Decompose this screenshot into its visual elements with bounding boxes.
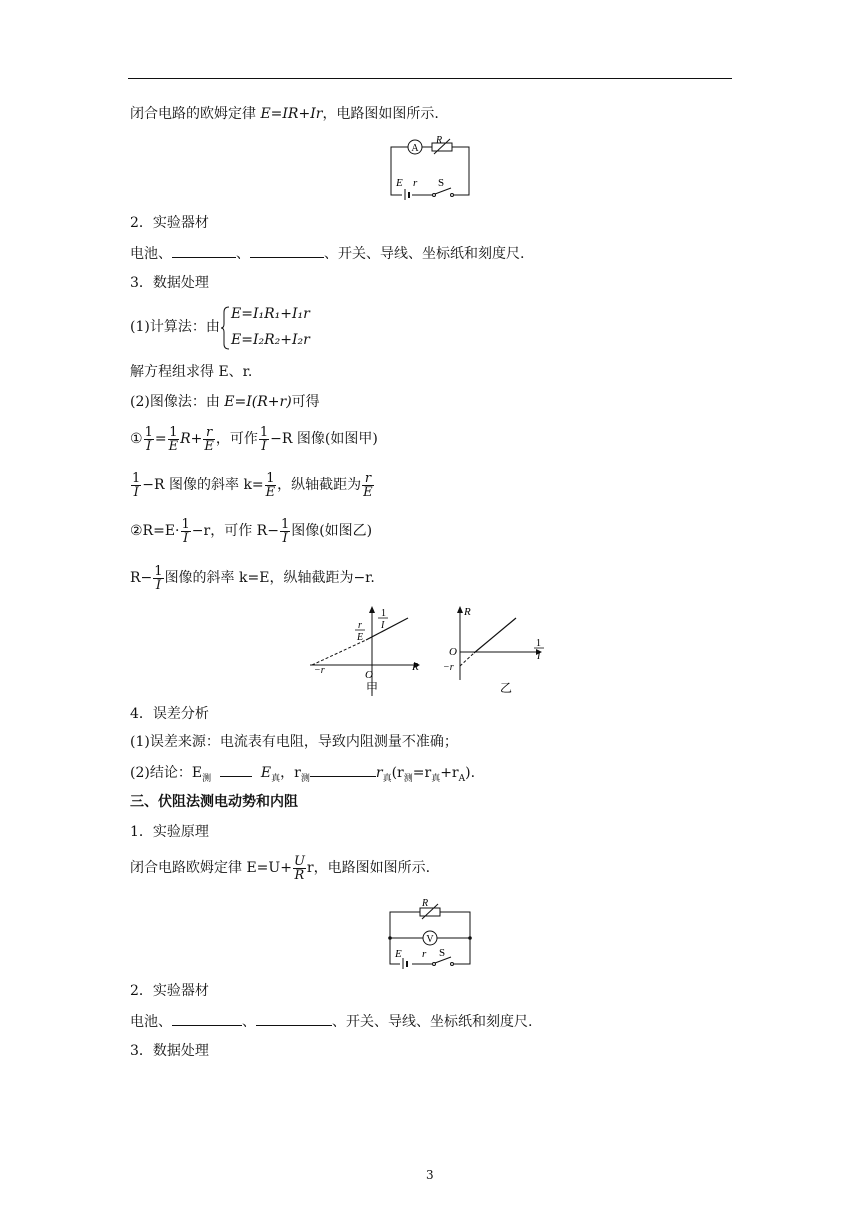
fraction: $\frac{1}{I}$ — [181, 516, 190, 546]
fill-blank[interactable] — [172, 1011, 242, 1026]
r-label: r — [422, 948, 427, 960]
fraction: $\frac{1}{I}$ — [259, 424, 269, 454]
fraction: $\frac{1}{I}$ — [154, 563, 163, 593]
text: =r — [412, 765, 432, 781]
emf-label: E — [396, 177, 403, 189]
formula: E=I(R+r) — [224, 394, 292, 410]
section-title-error: 4．误差分析 — [130, 706, 209, 722]
rheostat-label: R — [436, 135, 443, 146]
rheostat-label: R — [422, 898, 429, 909]
fill-blank[interactable] — [310, 762, 376, 777]
text: = — [154, 431, 167, 447]
paragraph-voltmeter-law — [130, 852, 430, 884]
y-axis-label: R — [464, 606, 471, 618]
text: −r，可作 R− — [191, 523, 279, 539]
fraction: $\frac{1}{I}$ — [280, 516, 290, 546]
text: 闭合电路欧姆定律 E=U+ — [130, 860, 292, 876]
solve-line: 解方程组求得 E、r. — [130, 364, 253, 380]
text: r，电路图如图所示. — [306, 860, 431, 876]
formula-line-4 — [130, 563, 375, 593]
caption-yi: 乙 — [500, 681, 513, 695]
page-number: 3 — [426, 1168, 434, 1182]
text: (2)图像法：由 — [130, 394, 225, 410]
graph-jia — [308, 600, 428, 700]
text: 、 — [236, 246, 250, 262]
extrapolation-dashed — [460, 653, 474, 666]
section-title-data: 3．数据处理 — [130, 275, 209, 291]
fill-blank[interactable] — [256, 1011, 332, 1026]
x-axis-label-den: I — [537, 651, 541, 662]
brace-icon — [220, 306, 230, 350]
formula-line-1 — [130, 424, 378, 454]
text: (2)结论：E — [130, 765, 203, 781]
x-axis-label: R — [412, 661, 419, 673]
intercept-num: r — [358, 620, 362, 631]
fill-blank[interactable] — [172, 243, 236, 258]
calc-eq2: E=I₂R₂+I₂r — [231, 332, 310, 348]
circled-1: ① — [130, 431, 143, 447]
caption-jia: 甲 — [366, 681, 379, 695]
section-title-equipment: 2．实验器材 — [130, 215, 209, 231]
fill-blank[interactable] — [250, 243, 324, 258]
neg-r-label: −r — [314, 665, 325, 676]
text: 可得 — [291, 394, 320, 410]
text: ，r — [280, 765, 301, 781]
error-conclusion: (2)结论：$E_测$ $E_真$，$r_测$ $r_真(r_测=r_真+r_A)$. — [130, 762, 475, 789]
switch-label: S — [438, 177, 445, 189]
text: 电池、 — [130, 246, 172, 262]
fraction: $\frac{r}{E}$ — [204, 424, 214, 454]
voltmeter-label: V — [426, 934, 434, 945]
text: −R 图像(如图甲) — [270, 431, 378, 447]
fraction: $\frac{1}{E}$ — [265, 470, 276, 500]
section-heading-3: 三、伏阻法测电动势和内阻 — [130, 794, 298, 810]
text: 闭合电路的欧姆定律 — [130, 106, 261, 122]
graph-method — [130, 392, 320, 412]
text: ，电路图如图所示. — [322, 106, 439, 122]
y-axis-label-den: I — [381, 620, 385, 631]
text: ). — [465, 765, 476, 781]
equipment-line — [130, 243, 524, 264]
formula-line-2 — [130, 470, 375, 500]
r-label: r — [413, 177, 418, 189]
text: 、开关、导线、坐标纸和刻度尺. — [324, 246, 525, 262]
text: ②R=E· — [130, 523, 180, 539]
fraction: $\frac{U}{R}$ — [293, 853, 305, 883]
text: 、 — [242, 1014, 256, 1030]
equipment-line-2 — [130, 1011, 532, 1032]
x-axis-label-num: 1 — [536, 638, 541, 649]
graph-yi — [440, 600, 552, 700]
section-title-equipment-2: 2．实验器材 — [130, 983, 209, 999]
text: 、开关、导线、坐标纸和刻度尺. — [332, 1014, 533, 1030]
text: R+ — [180, 431, 203, 447]
extrapolation-dashed — [312, 640, 366, 665]
paragraph-ohm-law — [130, 104, 439, 124]
fraction: $\frac{1}{I}$ — [132, 470, 141, 500]
text: R− — [130, 570, 153, 586]
text: 电池、 — [130, 1014, 172, 1030]
origin-label: O — [365, 669, 373, 681]
fill-blank[interactable] — [220, 762, 252, 777]
formula: E=IR+Ir — [260, 106, 323, 122]
text: (r — [391, 765, 404, 781]
circuit-diagram-ammeter — [388, 134, 474, 200]
ammeter-label: A — [411, 143, 419, 154]
neg-r-label: −r — [443, 662, 454, 673]
calc-eq1: E=I₁R₁+I₁r — [231, 306, 310, 322]
origin-label: O — [449, 646, 457, 658]
error-source: (1)误差来源：电流表有电阻，导致内阻测量不准确； — [130, 734, 458, 750]
fraction: $\frac{r}{E}$ — [363, 470, 373, 500]
text: r — [375, 765, 383, 781]
text: 图像(如图乙) — [291, 523, 373, 539]
emf-label: E — [395, 948, 402, 960]
text: ，可作 — [215, 431, 258, 447]
data-line — [474, 618, 516, 653]
calc-label: (1)计算法：由 — [130, 319, 220, 335]
text: +r — [440, 765, 459, 781]
formula-line-3 — [130, 516, 372, 546]
text: −R 图像的斜率 k= — [142, 477, 264, 493]
header-rule — [128, 78, 732, 79]
y-axis-label-num: 1 — [381, 608, 386, 619]
fraction: $\frac{1}{E}$ — [168, 424, 179, 454]
text: E — [260, 765, 272, 781]
text: ，纵轴截距为 — [277, 477, 362, 493]
intercept-den: E — [357, 632, 364, 643]
text: 图像的斜率 k=E，纵轴截距为−r. — [164, 570, 375, 586]
section-title-data-2: 3．数据处理 — [130, 1043, 209, 1059]
section-title-principle: 1．实验原理 — [130, 824, 209, 840]
fraction: $\frac{1}{I}$ — [144, 424, 153, 454]
switch-label: S — [439, 947, 446, 959]
circuit-diagram-voltmeter — [386, 894, 476, 970]
